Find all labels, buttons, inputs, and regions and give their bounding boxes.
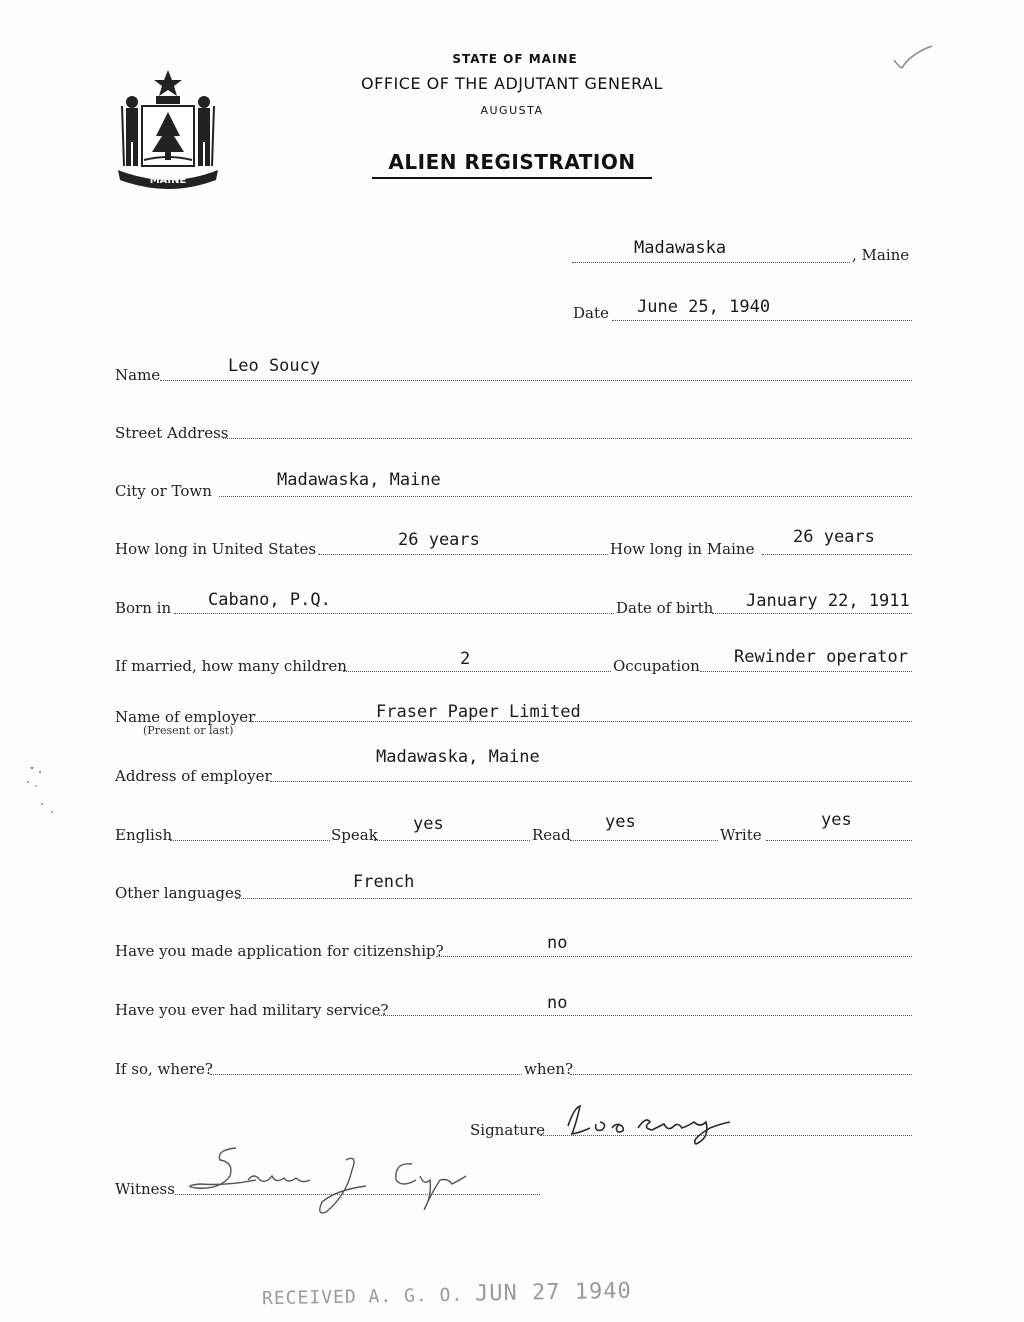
citizenship-label: Have you made application for citizenship? [115, 942, 444, 960]
read-value: yes [605, 812, 636, 832]
employer-address-label: Address of employer [115, 767, 272, 785]
name-label: Name [115, 366, 161, 384]
english-label: English [115, 826, 173, 844]
english-dots [170, 840, 330, 841]
witness-label: Witness [115, 1180, 175, 1198]
other-languages-dots [236, 898, 912, 899]
military-label: Have you ever had military service? [115, 1001, 389, 1019]
signature-label: Signature [470, 1121, 546, 1139]
occupation-dots [700, 671, 912, 672]
how-long-us-label: How long in United States [115, 540, 317, 558]
witness-signature [176, 1140, 496, 1220]
citizenship-dots [436, 956, 912, 957]
where-label: If so, where? [115, 1060, 213, 1078]
header-office: OFFICE OF THE ADJUTANT GENERAL [361, 74, 663, 93]
children-value: 2 [460, 649, 471, 669]
write-label: Write [720, 826, 762, 844]
name-dots [160, 380, 912, 381]
other-languages-label: Other languages [115, 884, 242, 902]
name-value: Leo Soucy [228, 356, 321, 376]
write-dots [766, 840, 912, 841]
employer-label: Name of employer [115, 708, 256, 726]
city-label: City or Town [115, 482, 212, 500]
form-title: ALIEN REGISTRATION [372, 150, 652, 179]
born-value: Cabano, P.Q. [208, 590, 331, 610]
military-value: no [547, 993, 568, 1013]
speak-label: Speak [331, 826, 378, 844]
occupation-value: Rewinder operator [734, 647, 908, 667]
header-city: AUGUSTA [480, 104, 544, 117]
received-stamp-date: JUN 27 1940 [474, 1278, 632, 1307]
place-dots [572, 262, 850, 263]
employer-value: Fraser Paper Limited [376, 702, 581, 722]
street-address-dots [223, 438, 912, 439]
speak-dots [374, 840, 530, 841]
children-dots [343, 671, 611, 672]
city-dots [219, 496, 912, 497]
employer-sublabel: (Present or last) [143, 724, 234, 737]
dob-dots [712, 613, 912, 614]
citizenship-value: no [547, 933, 568, 953]
street-address-label: Street Address [115, 424, 229, 442]
military-dots [379, 1015, 912, 1016]
how-long-maine-dots [762, 554, 912, 555]
occupation-label: Occupation [613, 657, 700, 675]
when-label: when? [524, 1060, 574, 1078]
born-dots [174, 613, 614, 614]
children-label: If married, how many children [115, 657, 347, 675]
where-dots [210, 1074, 522, 1075]
other-languages-value: French [353, 872, 415, 892]
dob-value: January 22, 1911 [746, 591, 910, 611]
read-dots [570, 840, 718, 841]
how-long-us-value: 26 years [398, 530, 480, 550]
read-label: Read [532, 826, 571, 844]
how-long-maine-label: How long in Maine [610, 540, 755, 558]
place-suffix: , Maine [852, 246, 910, 264]
received-stamp [262, 1279, 632, 1310]
how-long-maine-value: 26 years [793, 527, 875, 547]
employer-address-value: Madawaska, Maine [376, 747, 540, 767]
date-value: June 25, 1940 [637, 297, 771, 317]
received-stamp-prefix: RECEIVED A. G. O. [261, 1284, 464, 1310]
when-dots [570, 1074, 912, 1075]
write-value: yes [821, 810, 852, 830]
header-state: STATE OF MAINE [452, 52, 578, 66]
dob-label: Date of birth [616, 599, 714, 617]
place-value: Madawaska [634, 238, 727, 258]
svg-text:MAINE: MAINE [149, 175, 187, 186]
speak-value: yes [413, 814, 444, 834]
born-label: Born in [115, 599, 172, 617]
date-dots [612, 320, 912, 321]
employer-address-dots [270, 781, 912, 782]
city-value: Madawaska, Maine [277, 470, 441, 490]
applicant-signature [560, 1098, 740, 1148]
how-long-us-dots [318, 554, 608, 555]
date-label: Date [573, 304, 609, 322]
employer-dots [252, 721, 912, 722]
paper-specks-icon [22, 760, 62, 820]
